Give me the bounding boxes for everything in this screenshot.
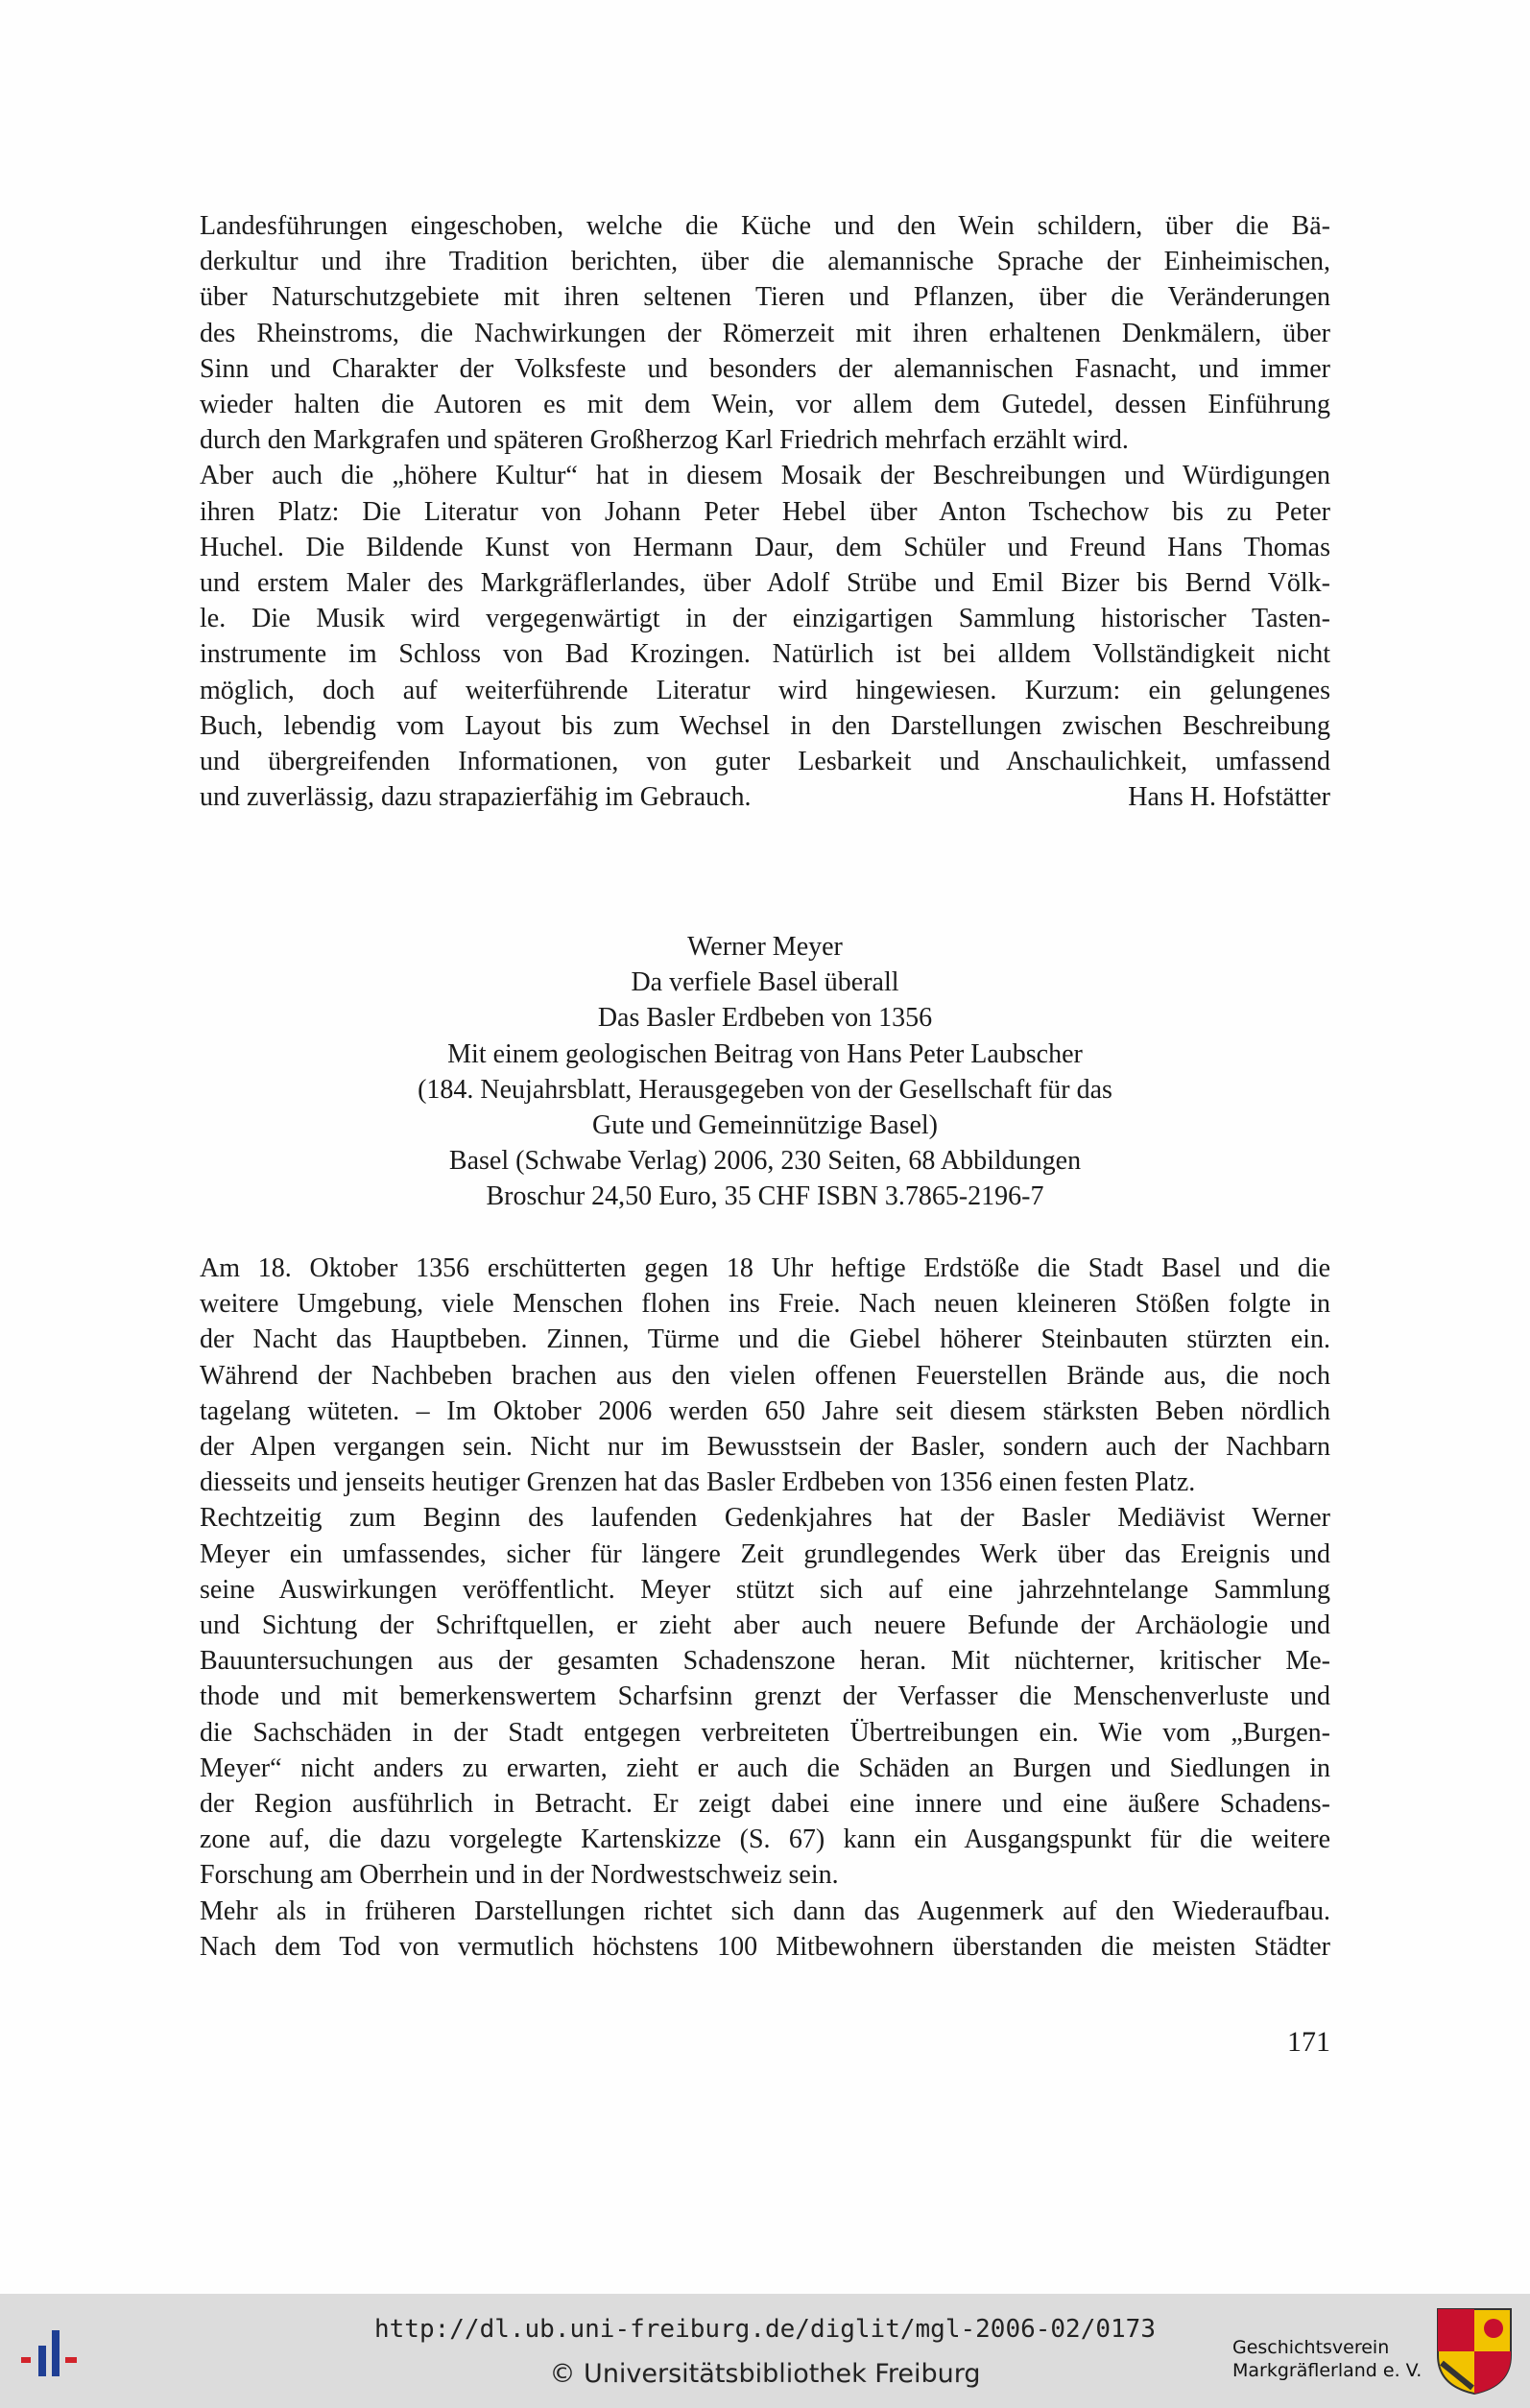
book-subtitle: Das Basler Erdbeben von 1356 (597, 1003, 933, 1034)
book-publisher: Basel (Schwabe Verlag) 2006, 230 Seiten, 68 Abbildungen (448, 1146, 1082, 1177)
text-line: diesseits und jenseits heutiger Grenzen hat das Basler Erdbeben von 1356 einen festen Platz. (200, 1467, 1196, 1498)
text-line: weitere Umgebung, viele Menschen flohen ins Freie. Nach neuen kleineren Stößen folgte in (200, 1289, 1330, 1320)
text-line: möglich, doch auf weiterführende Literatur wird hingewiesen. Kurzum: ein gelungenes (200, 675, 1330, 705)
text-line: zone auf, die dazu vorgelegte Kartenskizze (S. 67) kann ein Ausgangspunkt für die weitere (200, 1824, 1330, 1855)
text-line: des Rheinstroms, die Nachwirkungen der Römerzeit mit ihren erhaltenen Denkmälern, über (200, 318, 1330, 348)
society-name-line: Geschichtsverein (1232, 2337, 1390, 2358)
text-line: tagelang wüteten. – Im Oktober 2006 werden 650 Jahre seit diesem stärksten Beben nördlich (200, 1395, 1330, 1426)
text-line: der Region ausführlich in Betracht. Er zeigt dabei eine innere und eine äußere Schadens- (200, 1789, 1330, 1820)
text-line: instrumente im Schloss von Bad Krozingen. Natürlich ist bei alldem Vollständigkeit nicht (200, 639, 1330, 670)
text-line: und übergreifenden Informationen, von guter Lesbarkeit und Anschaulichkeit, umfassend (200, 747, 1330, 777)
book-title: Da verfiele Basel überall (631, 967, 899, 998)
book-bibliography (200, 929, 1330, 1215)
text-line: die Sachschäden in der Stadt entgegen verbreiteten Übertreibungen ein. Wie vom „Burgen- (200, 1717, 1330, 1748)
book-series: Gute und Gemeinnützige Basel) (591, 1110, 938, 1141)
book-contribution: Mit einem geologischen Beitrag von Hans Peter Laubscher (447, 1038, 1083, 1069)
text-line: Aber auch die „höhere Kultur“ hat in diesem Mosaik der Beschreibungen und Würdigungen (200, 461, 1330, 491)
book-price-isbn: Broschur 24,50 Euro, 35 CHF ISBN 3.7865-2196-7 (486, 1181, 1044, 1212)
reviewer-signature: Hans H. Hofstätter (1128, 782, 1330, 813)
text-line: Buch, lebendig vom Layout bis zum Wechsel in den Darstellungen zwischen Beschreibung (200, 710, 1330, 741)
text-line: der Nacht das Hauptbeben. Zinnen, Türme und die Giebel höherer Steinbauten stürzten ein. (200, 1324, 1330, 1355)
text-line: Am 18. Oktober 1356 erschütterten gegen 18 Uhr heftige Erdstöße die Stadt Basel und die (200, 1253, 1330, 1283)
text-line: Forschung am Oberrhein und in der Nordwestschweiz sein. (200, 1860, 839, 1891)
text-line: Mehr als in früheren Darstellungen richtet sich dann das Augenmerk auf den Wiederaufbau. (200, 1895, 1330, 1926)
text-line: Rechtzeitig zum Beginn des laufenden Gedenkjahres hat der Basler Mediävist Werner (200, 1503, 1330, 1534)
text-line: Nach dem Tod von vermutlich höchstens 100 Mitbewohnern überstanden die meisten Städter (200, 1931, 1330, 1962)
text-line: Meyer“ nicht anders zu erwarten, zieht er auch die Schäden an Burgen und Siedlungen in (200, 1752, 1330, 1783)
text-line: Huchel. Die Bildende Kunst von Hermann Daur, dem Schüler und Freund Hans Thomas (200, 532, 1330, 562)
text-line: Bauuntersuchungen aus der gesamten Schadenszone heran. Mit nüchterner, kritischer Me- (200, 1646, 1330, 1677)
text-line: derkultur und ihre Tradition berichten, über die alemannische Sprache der Einheimischen, (200, 247, 1330, 277)
text-line: Landesführungen eingeschoben, welche die Küche und den Wein schildern, über die Bä- (200, 211, 1330, 241)
page-number: 171 (1287, 2026, 1330, 2058)
text-line: seine Auswirkungen veröffentlicht. Meyer stützt sich auf eine jahrzehntelange Sammlung (200, 1574, 1330, 1605)
text-line: der Alpen vergangen sein. Nicht nur im Bewusstsein der Basler, sondern auch der Nachbarn (200, 1432, 1330, 1463)
book-series: (184. Neujahrsblatt, Herausgegeben von der Gesellschaft für das (418, 1074, 1112, 1105)
book-author: Werner Meyer (687, 932, 843, 962)
text-line: Sinn und Charakter der Volksfeste und besonders der alemannischen Fasnacht, und immer (200, 353, 1330, 384)
review-hofstaetter-text (200, 208, 1330, 815)
text-line: und Sichtung der Schriftquellen, er zieht aber auch neuere Befunde der Archäologie und (200, 1610, 1330, 1641)
permalink-url[interactable]: http://dl.ub.uni-freiburg.de/diglit/mgl-2006-02/0173 (374, 2315, 1156, 2344)
society-name (1232, 2336, 1422, 2382)
signature-line (200, 779, 1330, 815)
viewer-footer (0, 2294, 1530, 2408)
text-line: wieder halten die Autoren es mit dem Wein, vor allem dem Gutedel, dessen Einführung (200, 390, 1330, 420)
society-name-line: Markgräflerland e. V. (1232, 2360, 1422, 2381)
review-meyer-text (200, 1251, 1330, 1965)
text-line: durch den Markgrafen und späteren Großherzog Karl Friedrich mehrfach erzählt wird. (200, 425, 1129, 456)
text-line: Während der Nachbeben brachen aus den vielen offenen Feuerstellen Brände aus, die noch (200, 1360, 1330, 1391)
copyright-notice: © Universitätsbibliothek Freiburg (549, 2359, 981, 2389)
text-line: ihren Platz: Die Literatur von Johann Peter Hebel über Anton Tschechow bis zu Peter (200, 496, 1330, 527)
text-line: thode und mit bemerkenswertem Scharfsinn grenzt der Verfasser die Menschenverluste und (200, 1681, 1330, 1712)
text-line: Meyer ein umfassendes, sicher für längere Zeit grundlegendes Werk über das Ereignis und (200, 1538, 1330, 1569)
text-line: und zuverlässig, dazu strapazierfähig im Gebrauch. (200, 782, 752, 813)
coat-of-arms-icon (1434, 2305, 1515, 2397)
text-line: über Naturschutzgebiete mit ihren seltenen Tieren und Pflanzen, über die Veränderungen (200, 282, 1330, 313)
text-line: und erstem Maler des Markgräflerlandes, über Adolf Strübe und Emil Bizer bis Bernd Völk- (200, 568, 1330, 599)
text-line: le. Die Musik wird vergegenwärtigt in der einzigartigen Sammlung historischer Tasten- (200, 604, 1330, 634)
